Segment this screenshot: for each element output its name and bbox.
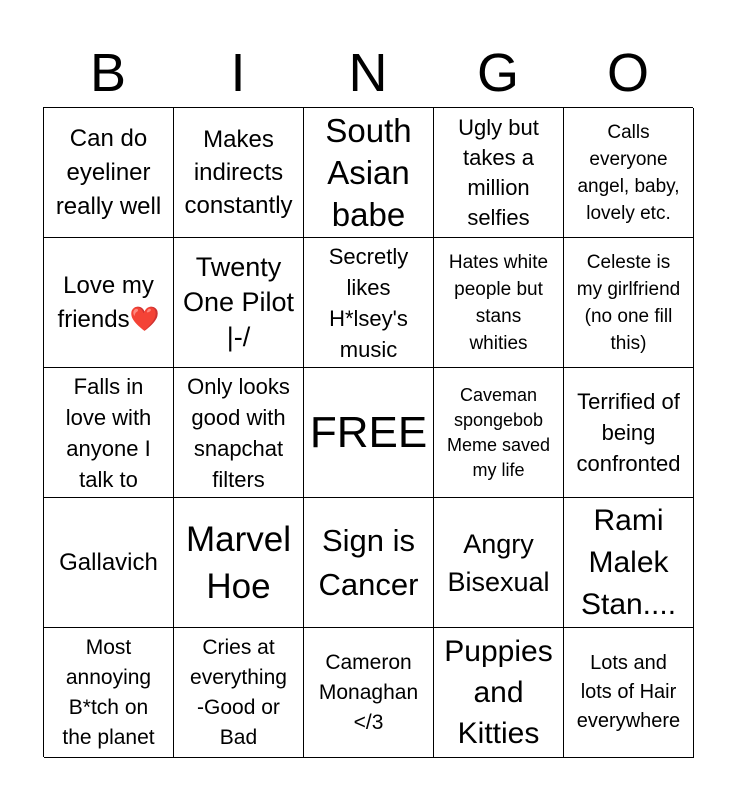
bingo-cell-r1c4[interactable] [434, 108, 564, 238]
cell-text: Angry Bisexual [447, 528, 550, 597]
cell-text: Terrified of being confronted [576, 389, 681, 476]
bingo-cell-r1c5[interactable] [564, 108, 694, 238]
cell-text: Gallavich [59, 548, 158, 576]
bingo-header [43, 38, 693, 108]
bingo-cell-r3c2[interactable] [174, 368, 304, 498]
cell-text: Marvel Hoe [185, 519, 292, 606]
header-letter-i: I [230, 43, 246, 103]
bingo-cell-r2c2[interactable] [174, 238, 304, 368]
bingo-cell-r4c5[interactable] [564, 498, 694, 628]
bingo-cell-r4c2[interactable] [174, 498, 304, 628]
bingo-cell-r3c5[interactable] [564, 368, 694, 498]
bingo-cell-r1c2[interactable] [174, 108, 304, 238]
bingo-cell-r1c3[interactable] [304, 108, 434, 238]
cell-text: Lots and lots of Hair everywhere [576, 652, 681, 732]
bingo-cell-r1c1[interactable] [44, 108, 174, 238]
cell-text: Ugly but takes a million selfies [458, 114, 539, 230]
bingo-cell-r5c4[interactable] [434, 628, 564, 758]
cell-text: South Asian babe [325, 111, 412, 233]
free-space[interactable] [304, 368, 434, 498]
bingo-board [43, 107, 693, 757]
bingo-cell-r2c5[interactable] [564, 238, 694, 368]
cell-text: Cries at everything -Good or Bad [190, 635, 287, 749]
bingo-cell-r2c1[interactable] [44, 238, 174, 368]
header-letter-g: G [476, 43, 519, 103]
bingo-cell-r4c1[interactable] [44, 498, 174, 628]
cell-text: Most annoying B*tch on the planet [62, 635, 155, 749]
header-letter-n: N [348, 43, 388, 103]
cell-text: FREE [309, 407, 428, 457]
cell-text: Can do eyeliner really well [55, 124, 162, 220]
cell-text: Calls everyone angel, baby, lovely etc. [577, 121, 680, 224]
bingo-cell-r3c4[interactable] [434, 368, 564, 498]
bingo-cell-r5c1[interactable] [44, 628, 174, 758]
bingo-cell-r5c2[interactable] [174, 628, 304, 758]
bingo-cell-r2c3[interactable] [304, 238, 434, 368]
cell-text: Love my friends❤️ [57, 271, 160, 333]
cell-text: Celeste is my girlfriend (no one fill this) [576, 251, 681, 354]
cell-text: Rami Malek Stan.... [580, 503, 677, 621]
cell-text: Sign is Cancer [318, 522, 419, 602]
cell-text: Makes indirects constantly [184, 126, 293, 219]
header-letter-o: O [606, 43, 649, 103]
cell-text: Secretly likes H*lsey's music [328, 243, 409, 362]
header-letter-b: B [89, 43, 127, 103]
cell-text: Puppies and Kitties [444, 635, 553, 750]
bingo-cell-r5c5[interactable] [564, 628, 694, 758]
cell-text: Falls in love with anyone I talk to [65, 373, 152, 492]
bingo-cell-r2c4[interactable] [434, 238, 564, 368]
cell-text: Hates white people but stans whities [448, 251, 549, 354]
cell-text: Twenty One Pilot |-/ [182, 252, 295, 352]
cell-text: Cameron Monaghan </3 [318, 650, 419, 734]
cell-text: Only looks good with snapchat filters [187, 373, 290, 492]
bingo-cell-r4c4[interactable] [434, 498, 564, 628]
bingo-cell-r5c3[interactable] [304, 628, 434, 758]
bingo-cell-r4c3[interactable] [304, 498, 434, 628]
bingo-cell-r3c1[interactable] [44, 368, 174, 498]
cell-text: Caveman spongebob Meme saved my life [446, 384, 551, 480]
